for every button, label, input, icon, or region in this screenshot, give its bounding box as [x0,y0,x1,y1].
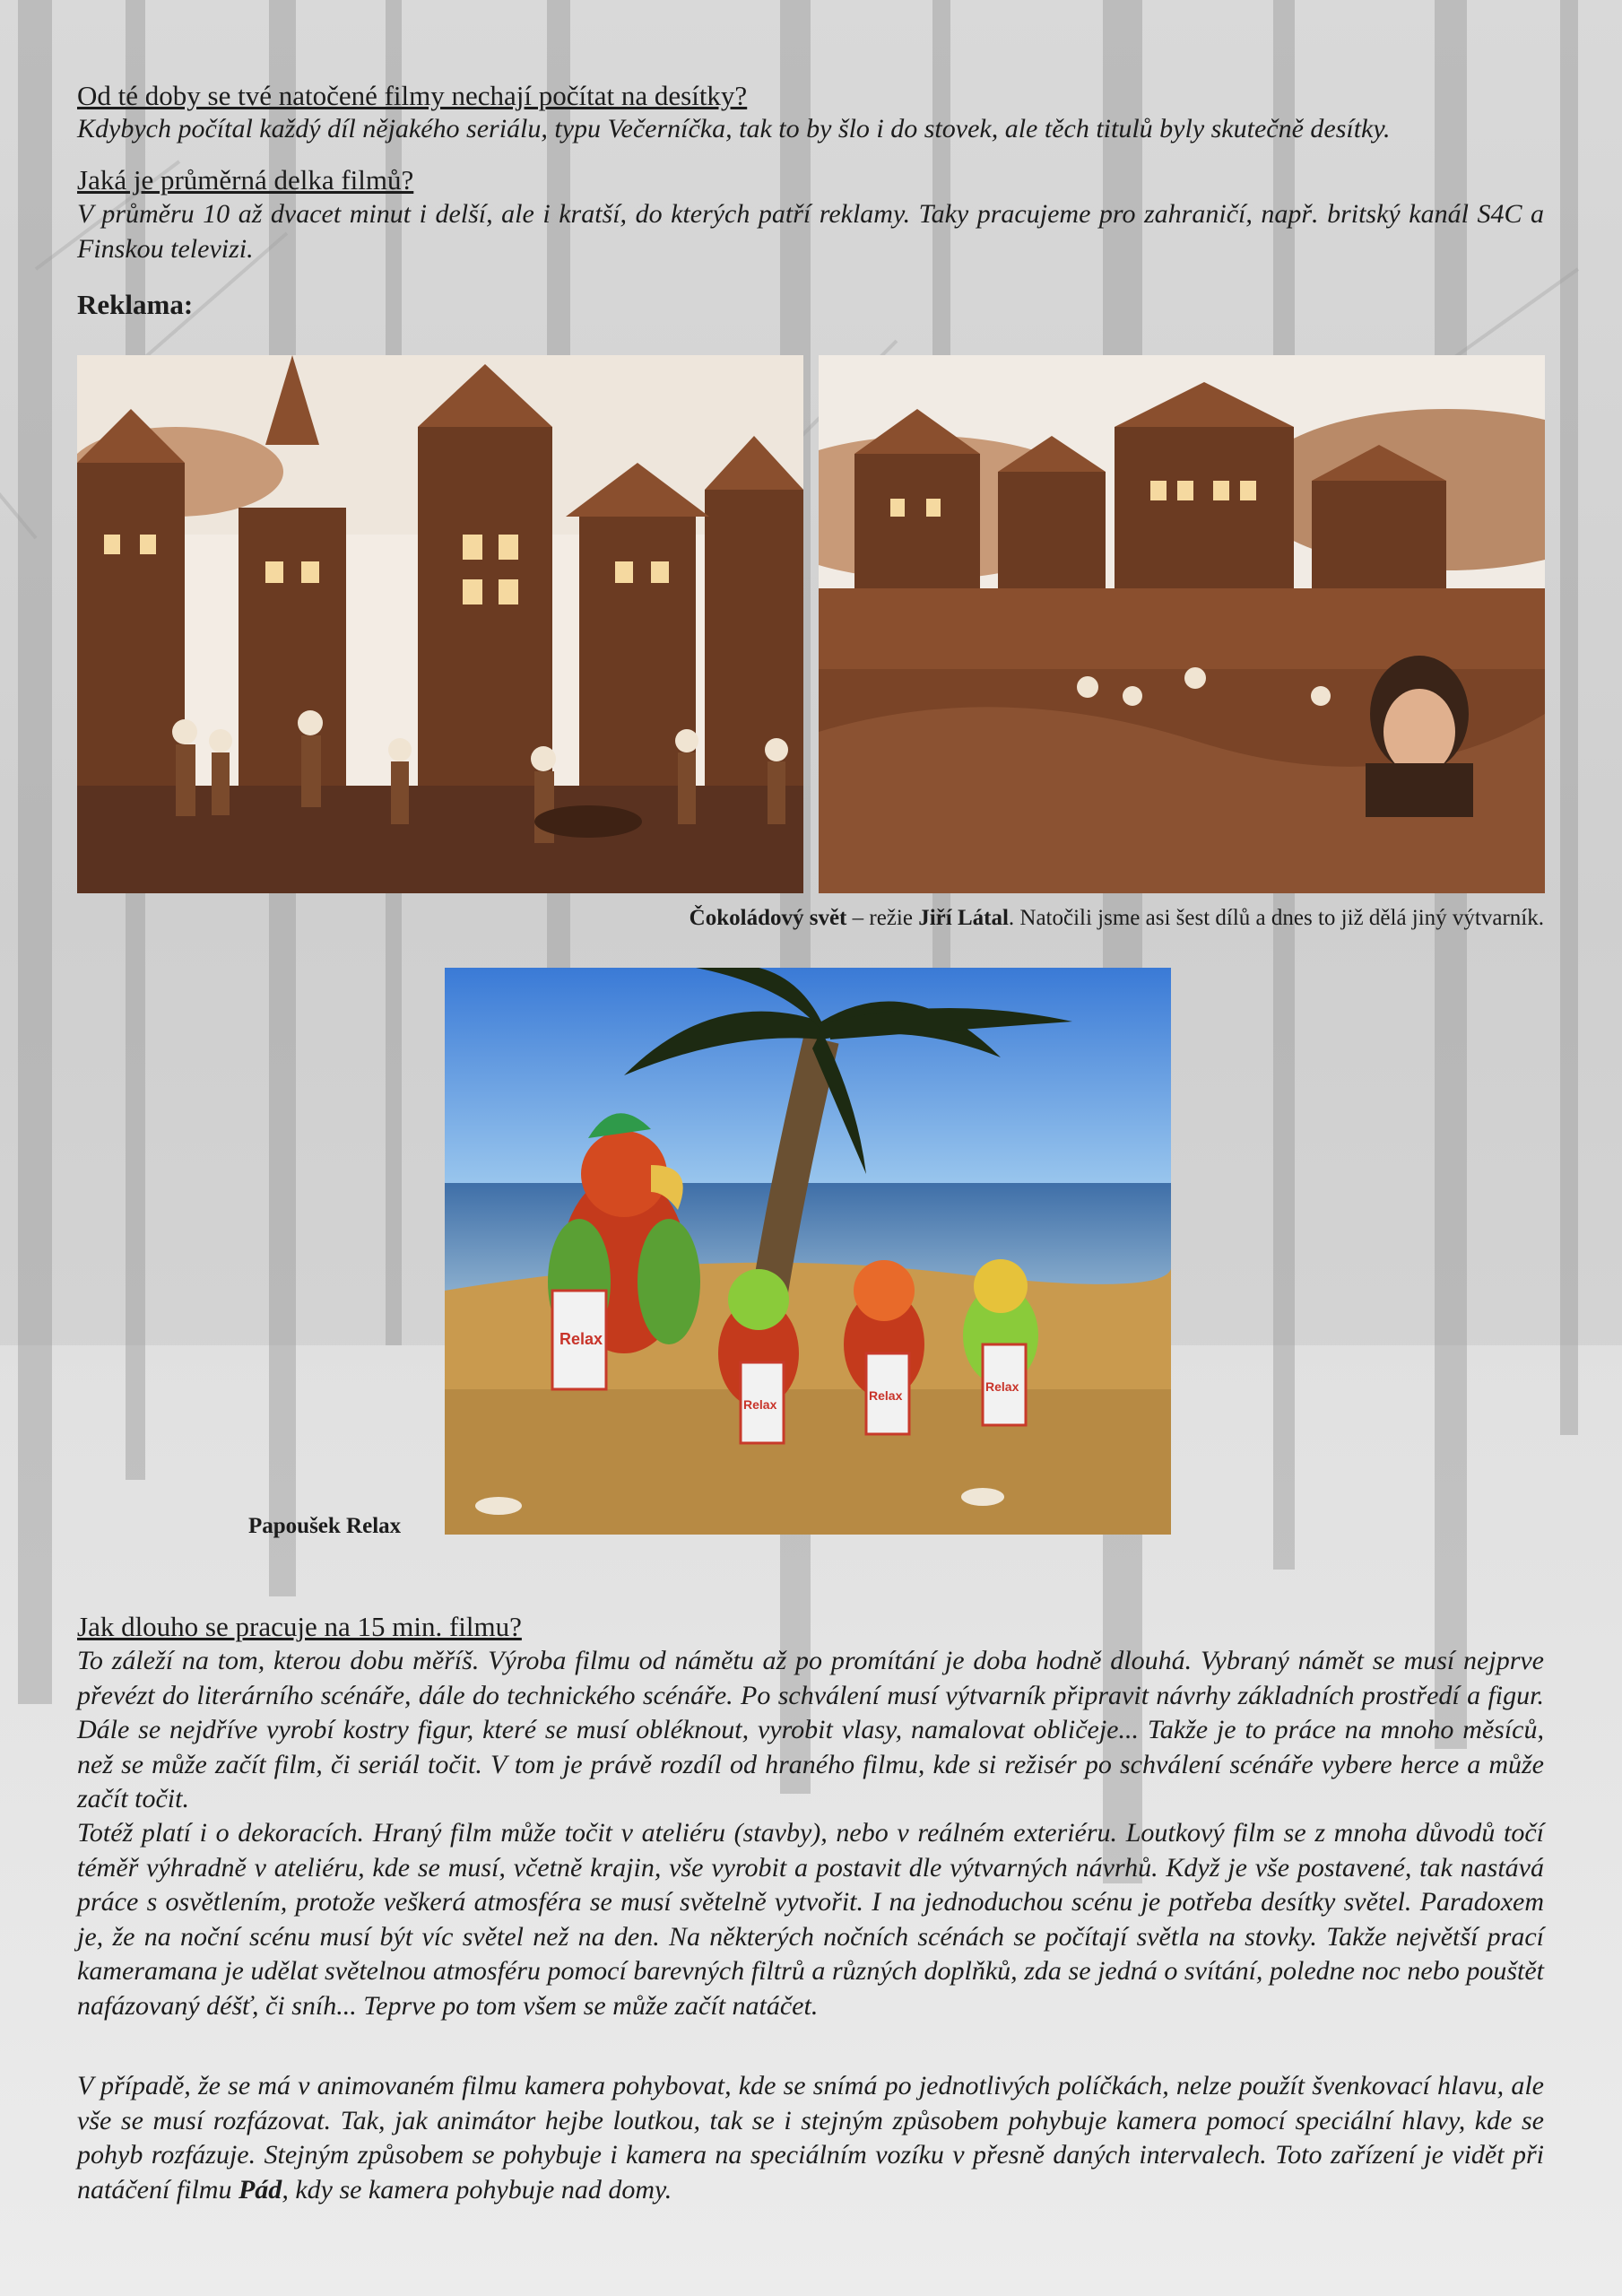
drink-box-label-1: Relax [559,1330,603,1348]
film-title-pad: Pád [238,2174,282,2205]
caption-film-title: Čokoládový svět [689,906,847,930]
drink-box-label-2: Relax [743,1397,777,1412]
section-heading: Reklama: [77,289,194,320]
chocolate-town-photo [77,355,803,893]
paragraph-3-text-end: , kdy se kamera pohybuje nad domy. [282,2174,672,2205]
drink-box-label-4: Relax [985,1379,1019,1394]
answer-3-paragraph-2: Totéž platí i o dekoracích. Hraný film může točit v ateliéru (stavby), nebo v reálném exteriéru. Loutkový film se z mnoha důvodů točí téměř výhradně v ateliéru, kde se musí, včetně krajin, vše vyrobit a postavit dle výtvarných návrhů. Když je vše postavené, tak nastává práce s osvětlením, protože veškerá atmosféra se musí světelně vytvořit. I na jednoduchou scénu je potřeba desítky světel. Paradoxem je, že na noční scénu musí být víc světel než na den. Na některých nočních scénách se počítají světla na stovky. Takže největší prací kameramana je udělat světelnou atmosféru pomocí barevných filtrů a různých doplňků, zda se jedná o svítání, poledne noc nebo pouštět nafázovaný déšť, či sníh... Teprve po tom všem se může začít natáčet. [77,1818,1544,2021]
caption-director-prefix: – režie [846,906,919,930]
question-1: Od té doby se tvé natočené filmy nechají počítat na desítky? [77,80,748,111]
caption-rest: . Natočili jsme asi šest dílů a dnes to již dělá jiný výtvarník. [1008,906,1544,930]
parrot-relax-caption: Papoušek Relax [248,1514,402,1538]
chocolate-castle-photo [819,355,1545,893]
drink-box-label-3: Relax [869,1388,903,1403]
question-2: Jaká je průměrná delka filmů? [77,164,414,196]
answer-2: V průměru 10 až dvacet minut i delší, ale i kratší, do kterých patří reklamy. Taky pracujeme pro zahraničí, např. britský kanál S4C a Finskou televizi. [77,199,1544,264]
caption-director-name: Jiří Látal [918,906,1009,930]
chocolate-world-caption [690,905,1544,932]
answer-3-paragraph-3 [77,2069,1544,2207]
answer-3-paragraph-1: To záleží na tom, kterou dobu měříš. Výroba filmu od námětu až po promítání je doba hodně dlouhá. Vybraný námět se musí nejprve převézt do literárního scénáře, dále do technického scénáře. Po schválení musí výtvarník připravit návrhy základních prostředí a figur. Dále se nejdříve vyrobí kostry figur, které se musí obléknout, vyrobit vlasy, namalovat obličeje... Takže je to práce na mnoho měsíců, než se může začít film, či seriál točit. V tom je právě rozdíl od hraného filmu, kde si režisér po schválení scénáře vybere herce a může začít točit. [77,1646,1544,1813]
question-3: Jak dlouho se pracuje na 15 min. filmu? [77,1611,522,1642]
answer-1: Kdybych počítal každý díl nějakého seriálu, typu Večerníčka, tak to by šlo i do stovek, ale těch titulů byly skutečně desítky. [77,114,1391,144]
paragraph-3-text-start: V případě, že se má v animovaném filmu kamera pohybovat, kde se snímá po jednotlivých políčkách, nelze použít švenkovací hlavu, ale vše se musí rozfázovat. Tak, jak animátor hejbe loutkou, tak se i stejným způsobem pohybuje kamera pomocí speciální hlavy, kde se pohyb rozfázuje. Stejným způsobem se pohybuje i kamera na speciálním vozíku v přesně daných intervalech. Toto zařízení je vidět při natáčení filmu [77,2071,1544,2205]
parrot-relax-photo [445,968,1171,1535]
